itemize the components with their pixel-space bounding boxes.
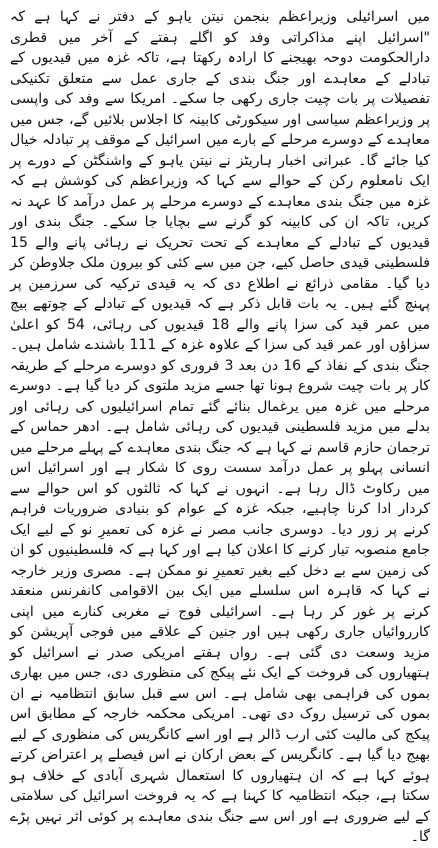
article-paragraph: میں اسرائیلی وزیراعظم بنجمن نیتن یاہو کے دفتر نے کہا ہے کہ "اسرائیل اپنے مذاکراتی وفد کو اگلے ہفتے کے آخر میں قطری دارالحکومت دوحہ بھیجنے کا ارادہ رکھتا ہے، تاکہ غزہ میں قیدیوں کے تبادلے کے معاہدے اور جنگ بندی کے جاری عمل سے متعلق تکنیکی تفصیلات پر بات چیت جاری رکھی جا سکے۔ امریکا سے وفد کی واپسی پر وزیراعظم سیاسی اور سیکورٹی کابینہ کا اجلاس بلائیں گے، جس میں معاہدے کے دوسرے مرحلے کے بارے میں اسرائیل کے موقف پر تبادلہ خیال کیا جائے گا۔ عبرانی اخبار ہاریٹز نے نیتن یاہو کے واشنگٹن کے دورے پر ایک نامعلوم رکن کے حوالے سے کہا کہ وزیراعظم کی کوشش ہے کہ غزہ میں جنگ بندی معاہدے کے دوسرے مرحلے پر عمل درآمد کا عہد نہ کریں، تاکہ ان کی کابینہ کو گرنے سے بچایا جا سکے۔ جنگ بندی اور قیدیوں کے تبادلے کے معاہدے کے تحت تحریک نے رہائی پانے والے 15 فلسطینی قیدی حاصل کیے، جن میں سے کئی کو بیرون ملک جلاوطن کر دیا گیا۔ مقامی ذرائع نے اطلاع دی کہ یہ قیدی ترکیہ کی سرزمین پر پہنچ گئے ہیں۔ یہ بات قابل ذکر ہے کہ قیدیوں کے تبادلے کے چوتھے بیچ میں عمر قید کی سزا پانے والے 18 قیدیوں کی رہائی، 54 کو اعلیٰ سزاؤں اور عمر قید کی سزا کے علاوہ غزہ کے 111 باشندے شامل ہیں۔ جنگ بندی کے نفاذ کے 16 دن بعد 3 فروری کو دوسرے مرحلے کے طریقہ کار پر بات چیت شروع ہونا تھا جسے مزید ملتوی کر دیا گیا ہے۔ دوسرے مرحلے میں غزہ میں یرغمال بنائے گئے تمام اسرائیلیوں کی رہائی اور بدلے میں مزید فلسطینی قیدیوں کی رہائی شامل ہے۔ ادھر حماس کے ترجمان حازم قاسم نے کہا ہے کہ جنگ بندی معاہدے کے پہلے مرحلے میں انسانی پہلو پر عمل درآمد سست روی کا شکار ہے اور اسرائیل اس میں رکاوٹ ڈال رہا ہے۔ انہوں نے کہا کہ ثالثوں کو اس حوالے سے کردار ادا کرنا چاہیے، جبکہ غزہ کے عوام کو بنیادی ضروریات فراہم کرنے پر زور دیا۔ دوسری جانب مصر نے غزہ کی تعمیرِ نو کے لیے ایک جامع منصوبہ تیار کرنے کا اعلان کیا ہے اور کہا ہے کہ فلسطینیوں کو ان کی زمین سے بے دخل کیے بغیر تعمیرِ نو ممکن ہے۔ مصری وزیر خارجہ نے کہا کہ قاہرہ اس سلسلے میں ایک بین الاقوامی کانفرنس منعقد کرنے پر غور کر رہا ہے۔ اسرائیلی فوج نے مغربی کنارے میں اپنی کارروائیاں جاری رکھی ہیں اور جنین کے علاقے میں فوجی آپریشن کو مزید وسعت دی گئی ہے۔ رواں ہفتے امریکی صدر نے اسرائیل کو ہتھیاروں کی فروخت کے ایک نئے پیکج کی منظوری دی، جس میں بھاری بموں کی فراہمی بھی شامل ہے۔ اس سے قبل سابق انتظامیہ نے ان بموں کی ترسیل روک دی تھی۔ امریکی محکمہ خارجہ کے مطابق اس پیکج کی مالیت کئی ارب ڈالر ہے اور اسے کانگریس کی منظوری کے لیے بھیج دیا گیا ہے۔ کانگریس کے بعض ارکان نے اس فیصلے پر اعتراض کرتے ہوئے کہا ہے کہ ان ہتھیاروں کا استعمال شہری آبادی کے خلاف ہو سکتا ہے، جبکہ انتظامیہ کا کہنا ہے کہ یہ فروخت اسرائیل کی سلامتی کے لیے ضروری ہے اور اس سے جنگ بندی معاہدے پر کوئی اثر نہیں پڑے گا۔ xyxy=(10,9,431,845)
article-body xyxy=(10,7,430,848)
